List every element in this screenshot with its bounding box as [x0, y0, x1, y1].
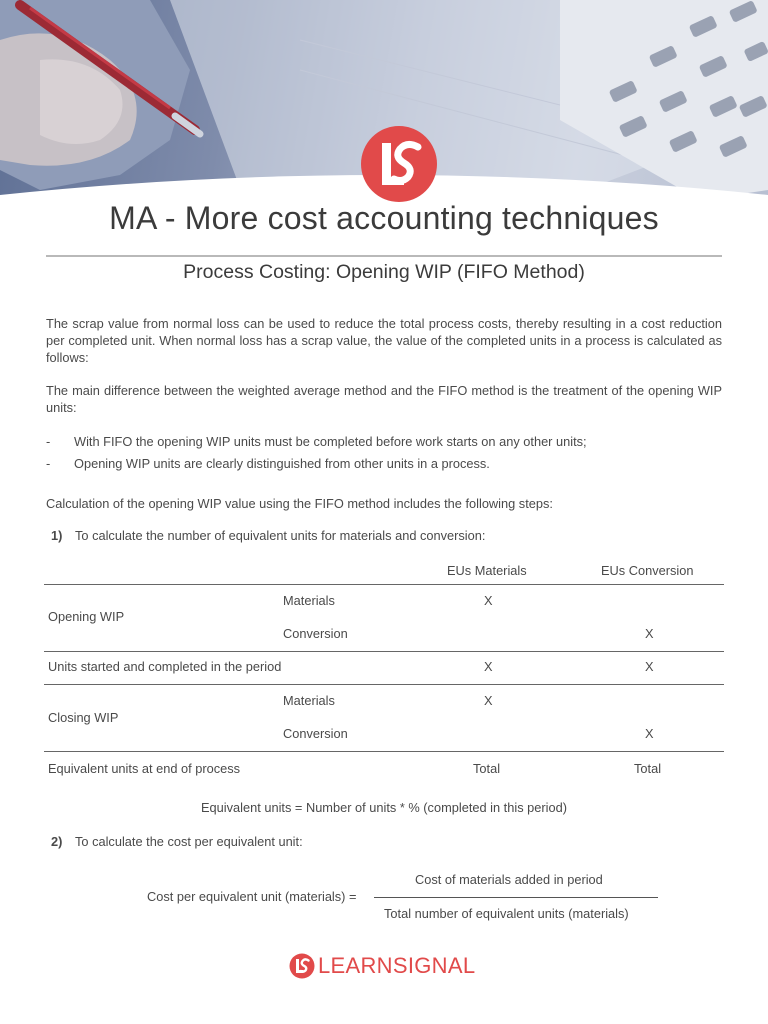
sub-label-conversion: Conversion: [283, 626, 348, 641]
cell-mark: X: [484, 659, 493, 674]
step-text: To calculate the cost per equivalent unit:: [75, 834, 303, 849]
row-label-equivalent-units: Equivalent units at end of process: [48, 761, 241, 776]
page-title: MA - More cost accounting techniques: [109, 200, 659, 236]
footer-brand-signal: SIGNAL: [392, 953, 476, 978]
ls-small-logo-icon: [289, 953, 315, 979]
paragraph-main-difference: The main difference between the weighted average method and the FIFO method is the treatment of the opening WIP units:: [46, 383, 722, 415]
title-divider: [46, 255, 722, 257]
sub-label-conversion: Conversion: [283, 726, 348, 741]
column-header-eus-materials: EUs Materials: [447, 563, 527, 578]
bullet-text: Opening WIP units are clearly distinguished from other units in a process.: [74, 456, 490, 471]
step-1: [51, 528, 485, 543]
page-subtitle: Process Costing: Opening WIP (FIFO Method): [183, 261, 585, 283]
column-header-eus-conversion: EUs Conversion: [601, 563, 694, 578]
paragraph-calculation-steps: Calculation of the opening WIP value using the FIFO method includes the following steps:: [46, 496, 553, 511]
row-label-closing-wip: Closing WIP: [48, 710, 119, 725]
bullet-item: [46, 434, 587, 449]
bullet-dash: -: [46, 434, 51, 449]
step-text: To calculate the number of equivalent units for materials and conversion:: [75, 528, 486, 543]
paragraph-scrap-value: The scrap value from normal loss can be used to reduce the total process costs, thereby resulting in a cost reduction per completed unit. When normal loss has a scrap value, the value of the completed units in a process is calculated as follows:: [46, 316, 722, 365]
formula-equivalent-units: Equivalent units = Number of units * % (completed in this period): [201, 800, 567, 815]
cell-mark: X: [484, 593, 493, 608]
row-label-opening-wip: Opening WIP: [48, 609, 125, 624]
footer-brand-learn: LEARN: [318, 953, 393, 978]
bullet-item: [46, 456, 490, 471]
formula-numerator: Cost of materials added in period: [415, 872, 603, 887]
step-2: [51, 834, 303, 849]
formula-denominator: Total number of equivalent units (materials): [384, 906, 629, 921]
bullet-dash: -: [46, 456, 51, 471]
row-label-started-completed: Units started and completed in the period: [48, 659, 282, 674]
step-number: 1): [51, 528, 63, 543]
cell-mark: X: [645, 659, 654, 674]
sub-label-materials: Materials: [283, 693, 335, 708]
cell-total-materials: Total: [473, 761, 501, 776]
sub-label-materials: Materials: [283, 593, 335, 608]
table-rule: [44, 684, 724, 685]
cell-mark: X: [645, 626, 654, 641]
table-rule: [44, 751, 724, 752]
table-rule: [44, 584, 724, 585]
ls-logo-icon: [360, 125, 438, 203]
cell-total-conversion: Total: [634, 761, 662, 776]
cell-mark: X: [645, 726, 654, 741]
footer-logo: [289, 952, 475, 980]
table-rule: [44, 651, 724, 652]
fraction-bar: [374, 897, 658, 898]
step-number: 2): [51, 834, 63, 849]
bullet-text: With FIFO the opening WIP units must be completed before work starts on any other units;: [74, 434, 587, 449]
formula-cost-per-eu-label: Cost per equivalent unit (materials) =: [147, 889, 357, 904]
cell-mark: X: [484, 693, 493, 708]
footer-brand-name: [318, 953, 475, 979]
